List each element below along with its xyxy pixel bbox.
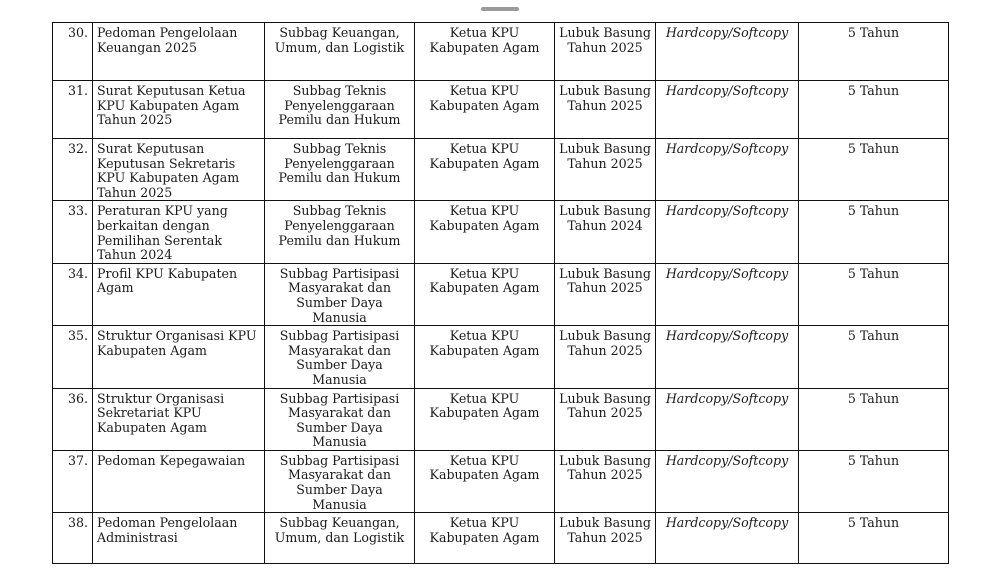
retention-period: 5 Tahun — [799, 263, 949, 325]
document-title: Surat Keputusan Keputusan Sekretaris KPU Kabupaten Agam Tahun 2025 — [93, 139, 265, 201]
responsible-unit: Subbag Teknis Penyelenggaraan Pemilu dan Hukum — [265, 139, 415, 201]
responsible-official: Ketua KPU Kabupaten Agam — [415, 201, 555, 263]
responsible-official: Ketua KPU Kabupaten Agam — [415, 388, 555, 450]
row-number: 32. — [53, 139, 93, 201]
responsible-unit: Subbag Keuangan, Umum, dan Logistik — [265, 513, 415, 564]
row-number: 31. — [53, 81, 93, 139]
document-title: Struktur Organisasi KPU Kabupaten Agam — [93, 326, 265, 388]
location-year: Lubuk Basung Tahun 2025 — [555, 388, 656, 450]
document-title: Struktur Organisasi Sekretariat KPU Kabupaten Agam — [93, 388, 265, 450]
location-year: Lubuk Basung Tahun 2025 — [555, 513, 656, 564]
row-number: 36. — [53, 388, 93, 450]
retention-period: 5 Tahun — [799, 201, 949, 263]
document-title: Surat Keputusan Ketua KPU Kabupaten Agam Tahun 2025 — [93, 81, 265, 139]
location-year: Lubuk Basung Tahun 2025 — [555, 139, 656, 201]
responsible-unit: Subbag Teknis Penyelenggaraan Pemilu dan Hukum — [265, 201, 415, 263]
media-format: Hardcopy/Softcopy — [656, 139, 799, 201]
media-format: Hardcopy/Softcopy — [656, 201, 799, 263]
media-format: Hardcopy/Softcopy — [656, 388, 799, 450]
media-format: Hardcopy/Softcopy — [656, 326, 799, 388]
responsible-official: Ketua KPU Kabupaten Agam — [415, 139, 555, 201]
row-number: 35. — [53, 326, 93, 388]
drag-handle[interactable] — [481, 7, 519, 11]
responsible-unit: Subbag Keuangan, Umum, dan Logistik — [265, 23, 415, 81]
document-title: Peraturan KPU yang berkaitan dengan Pemilihan Serentak Tahun 2024 — [93, 201, 265, 263]
retention-period: 5 Tahun — [799, 388, 949, 450]
table-row — [53, 388, 949, 450]
table-row — [53, 450, 949, 512]
location-year: Lubuk Basung Tahun 2025 — [555, 326, 656, 388]
retention-period: 5 Tahun — [799, 139, 949, 201]
responsible-official: Ketua KPU Kabupaten Agam — [415, 263, 555, 325]
location-year: Lubuk Basung Tahun 2025 — [555, 81, 656, 139]
row-number: 34. — [53, 263, 93, 325]
responsible-unit: Subbag Partisipasi Masyarakat dan Sumber Daya Manusia — [265, 450, 415, 512]
location-year: Lubuk Basung Tahun 2024 — [555, 201, 656, 263]
responsible-unit: Subbag Partisipasi Masyarakat dan Sumber Daya Manusia — [265, 326, 415, 388]
row-number: 30. — [53, 23, 93, 81]
responsible-official: Ketua KPU Kabupaten Agam — [415, 326, 555, 388]
responsible-official: Ketua KPU Kabupaten Agam — [415, 23, 555, 81]
responsible-unit: Subbag Teknis Penyelenggaraan Pemilu dan Hukum — [265, 81, 415, 139]
retention-period: 5 Tahun — [799, 326, 949, 388]
media-format: Hardcopy/Softcopy — [656, 263, 799, 325]
table-row — [53, 326, 949, 388]
table-row — [53, 201, 949, 263]
responsible-official: Ketua KPU Kabupaten Agam — [415, 450, 555, 512]
responsible-official: Ketua KPU Kabupaten Agam — [415, 81, 555, 139]
responsible-official: Ketua KPU Kabupaten Agam — [415, 513, 555, 564]
media-format: Hardcopy/Softcopy — [656, 450, 799, 512]
row-number: 37. — [53, 450, 93, 512]
responsible-unit: Subbag Partisipasi Masyarakat dan Sumber Daya Manusia — [265, 263, 415, 325]
responsible-unit: Subbag Partisipasi Masyarakat dan Sumber Daya Manusia — [265, 388, 415, 450]
location-year: Lubuk Basung Tahun 2025 — [555, 263, 656, 325]
media-format: Hardcopy/Softcopy — [656, 81, 799, 139]
retention-period: 5 Tahun — [799, 23, 949, 81]
table-row — [53, 263, 949, 325]
table-row — [53, 139, 949, 201]
table-row — [53, 81, 949, 139]
table-row — [53, 23, 949, 81]
row-number: 33. — [53, 201, 93, 263]
location-year: Lubuk Basung Tahun 2025 — [555, 450, 656, 512]
document-title: Profil KPU Kabupaten Agam — [93, 263, 265, 325]
document-table — [52, 22, 949, 564]
retention-period: 5 Tahun — [799, 513, 949, 564]
location-year: Lubuk Basung Tahun 2025 — [555, 23, 656, 81]
document-title: Pedoman Pengelolaan Administrasi — [93, 513, 265, 564]
document-title: Pedoman Kepegawaian — [93, 450, 265, 512]
document-title: Pedoman Pengelolaan Keuangan 2025 — [93, 23, 265, 81]
retention-period: 5 Tahun — [799, 450, 949, 512]
row-number: 38. — [53, 513, 93, 564]
table-row — [53, 513, 949, 564]
retention-period: 5 Tahun — [799, 81, 949, 139]
media-format: Hardcopy/Softcopy — [656, 23, 799, 81]
media-format: Hardcopy/Softcopy — [656, 513, 799, 564]
